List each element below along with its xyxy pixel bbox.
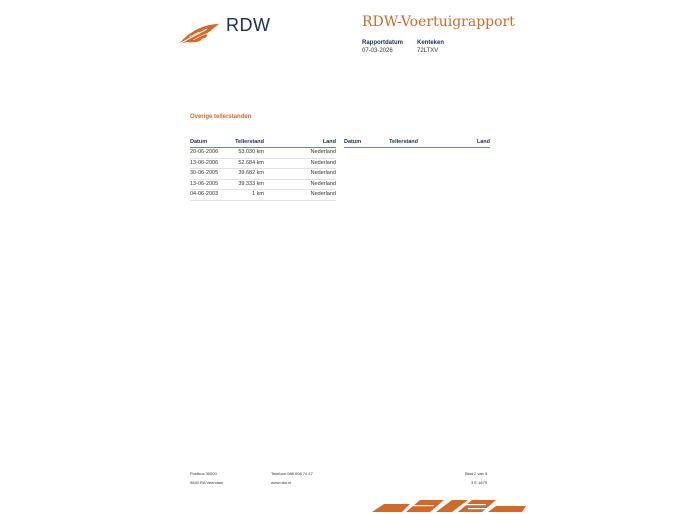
footer-page-number: Blad 2 van 5 bbox=[465, 471, 488, 476]
cell-tellerstand: 52.684 km bbox=[238, 159, 264, 166]
table-row bbox=[190, 169, 336, 180]
footer-website[interactable]: www.rdw.nl bbox=[271, 480, 292, 485]
cell-datum: 30-06-2005 bbox=[190, 170, 219, 176]
rapportdatum-value: 07-03-2026 bbox=[362, 48, 393, 54]
col-header-land: Land bbox=[322, 139, 336, 145]
cell-datum: 13-06-2006 bbox=[190, 159, 219, 166]
decorative-stripes-icon bbox=[372, 498, 526, 514]
feather-logo-icon bbox=[177, 22, 221, 46]
rapportdatum-label: Rapportdatum bbox=[362, 40, 403, 46]
col-header-datum: Datum bbox=[190, 139, 208, 145]
table-row bbox=[190, 190, 336, 201]
cell-datum: 13-06-2005 bbox=[190, 180, 219, 187]
rapportdatum-block bbox=[362, 39, 403, 55]
cell-land: Nederland bbox=[310, 159, 336, 166]
cell-tellerstand: 39.682 km bbox=[238, 170, 264, 176]
col-header-tellerstand: Tellerstand bbox=[389, 139, 418, 145]
kenteken-block bbox=[417, 39, 444, 55]
cell-land: Nederland bbox=[310, 180, 336, 187]
cell-datum: 04-06-2003 bbox=[190, 191, 219, 197]
footer-code: 3 E 1679 bbox=[471, 480, 488, 485]
odometer-table-right bbox=[344, 139, 490, 148]
report-title: RDW-Voertuigrapport bbox=[362, 14, 515, 30]
footer-postbus: Postbus 30000 bbox=[190, 471, 217, 476]
table-row bbox=[190, 159, 336, 170]
cell-land: Nederland bbox=[310, 149, 336, 155]
col-header-datum: Datum bbox=[344, 139, 362, 145]
cell-tellerstand: 1 km bbox=[252, 191, 264, 197]
col-header-tellerstand: Tellerstand bbox=[235, 139, 264, 145]
brand-name: RDW bbox=[226, 15, 271, 35]
cell-tellerstand: 39.333 km bbox=[238, 180, 264, 187]
table-header bbox=[190, 139, 336, 148]
col-header-land: Land bbox=[476, 139, 490, 145]
table-header bbox=[344, 139, 490, 148]
footer-address: 9640 RA Veendam bbox=[190, 480, 224, 485]
cell-datum: 20-06-2006 bbox=[190, 149, 219, 155]
footer-telefoon: Telefoon 088 008 74 47 bbox=[271, 471, 313, 476]
kenteken-label: Kenteken bbox=[417, 40, 445, 46]
cell-land: Nederland bbox=[310, 191, 336, 197]
table-row bbox=[190, 180, 336, 191]
table-row bbox=[190, 148, 336, 159]
odometer-table-left bbox=[190, 139, 336, 201]
cell-tellerstand: 53.030 km bbox=[238, 149, 264, 155]
section-title: Overige tellerstanden bbox=[190, 114, 252, 120]
kenteken-value: 72LTXV bbox=[417, 48, 439, 54]
cell-land: Nederland bbox=[310, 170, 336, 176]
rdw-logo bbox=[177, 15, 271, 48]
